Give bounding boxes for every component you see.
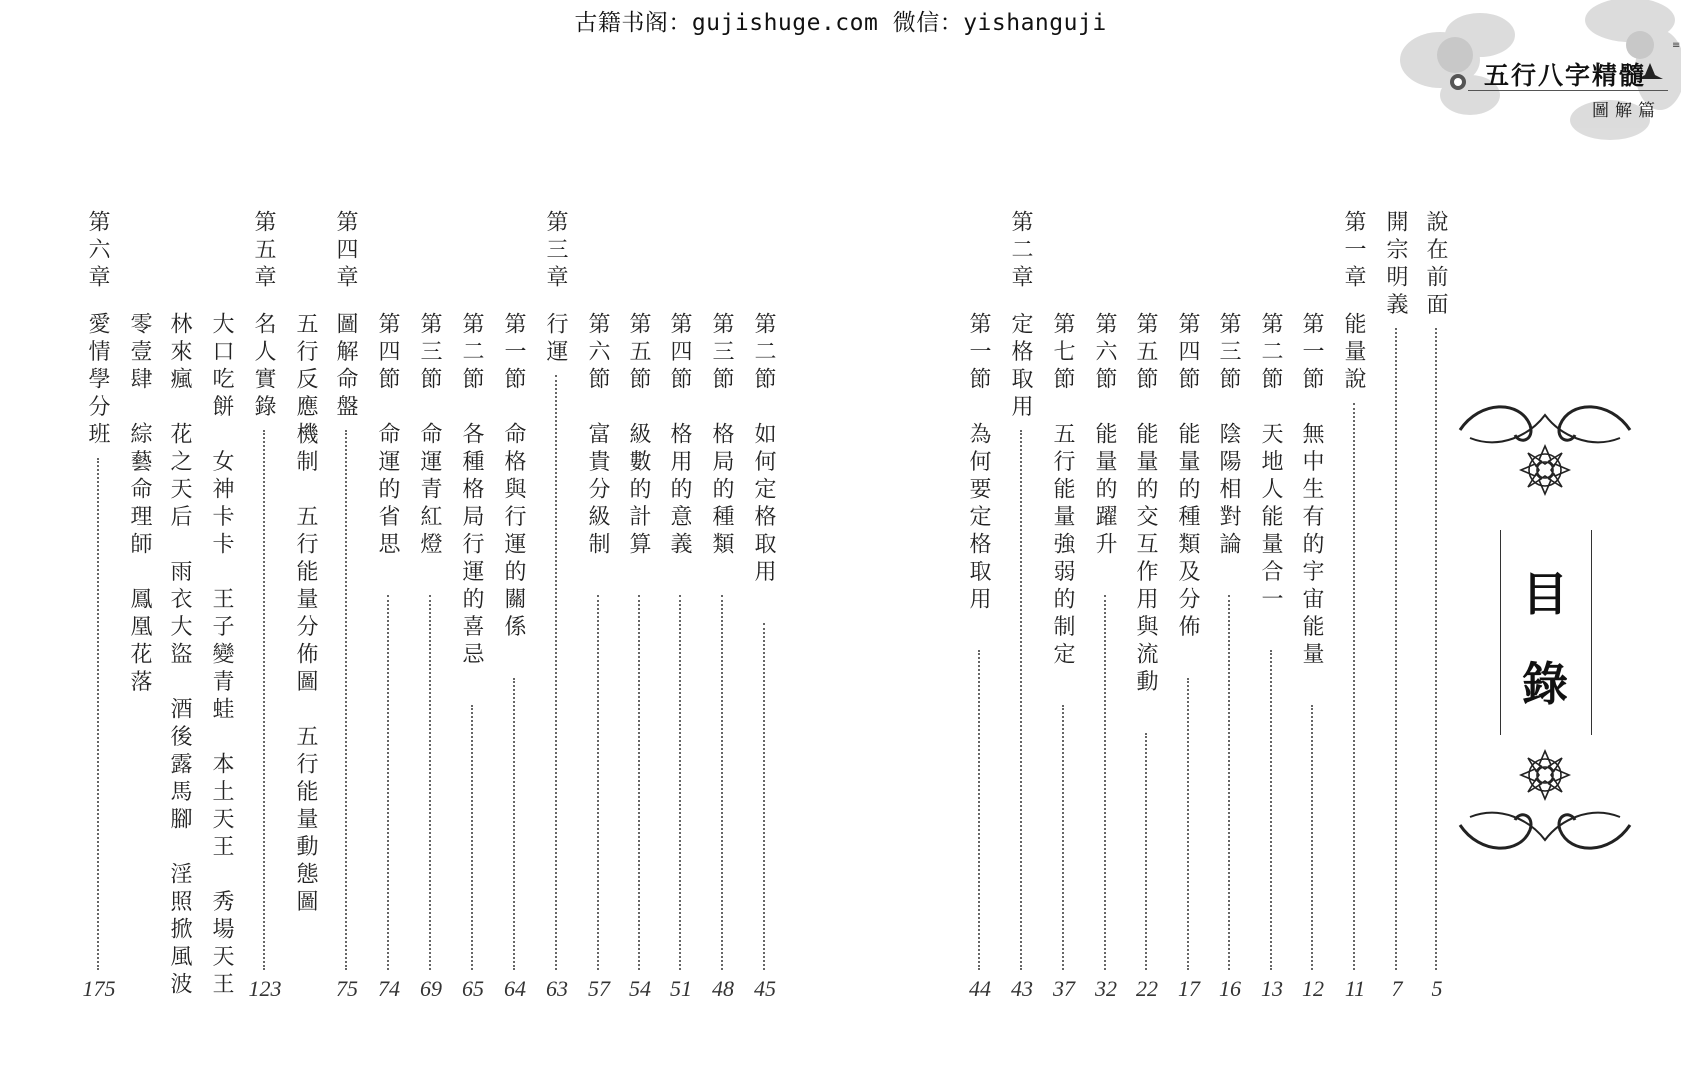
page-number: 11	[1344, 976, 1366, 1001]
entry-title: 名人實錄	[251, 312, 276, 422]
entry-title: 第一節 為何要定格取用	[966, 312, 991, 615]
dot-leader	[513, 678, 515, 971]
dot-leader	[978, 650, 980, 970]
book-subtitle: 圖解篇	[1592, 101, 1661, 121]
chapter-label: 第三章	[543, 210, 568, 293]
chapter-label: 第六章	[85, 210, 110, 293]
dot-leader	[1104, 595, 1106, 970]
dot-leader	[97, 458, 99, 971]
page-number: 7	[1391, 976, 1403, 1001]
watermark-text: 古籍书阁：gujishuge.com 微信：yishanguji	[574, 10, 1107, 36]
heading-left-rule	[1500, 530, 1501, 735]
entry-title: 行運	[543, 312, 568, 367]
toc-entry	[1338, 0, 1372, 1084]
toc-entry	[1380, 0, 1414, 1084]
toc-entry	[706, 0, 740, 1084]
toc-entry	[1089, 0, 1123, 1084]
entry-title: 能量說	[1341, 312, 1366, 395]
entry-title: 第六節 富貴分級制	[585, 312, 610, 560]
entry-title: 第三節 陰陽相對論	[1216, 312, 1241, 560]
toc-entry	[1047, 0, 1081, 1084]
dot-leader	[1145, 733, 1147, 971]
page-number: 32	[1095, 976, 1117, 1001]
dot-leader	[721, 595, 723, 970]
toc-entry	[330, 0, 364, 1084]
entry-title: 開宗明義	[1383, 210, 1408, 320]
dot-leader	[387, 595, 389, 970]
page-number: 43	[1011, 976, 1033, 1001]
toc-entry	[664, 0, 698, 1084]
dot-leader	[1311, 705, 1313, 970]
page-number: 16	[1219, 976, 1241, 1001]
entry-title: 第三節 命運青紅燈	[417, 312, 442, 560]
toc-entry	[248, 0, 282, 1084]
page-number: 63	[546, 976, 568, 1001]
page-number: 54	[629, 976, 651, 1001]
page-number: 65	[462, 976, 484, 1001]
chapter-label: 第二章	[1008, 210, 1033, 293]
dot-leader	[263, 430, 265, 970]
entry-title: 圖解命盤	[333, 312, 358, 422]
toc-entry	[1130, 0, 1164, 1084]
entry-title: 第五節 級數的計算	[626, 312, 651, 560]
bottom-ornament	[1450, 745, 1640, 865]
page-number: 12	[1302, 976, 1324, 1001]
entry-title: 大口吃餅 女神卡卡 王子變青蛙 本土天王 秀場天王	[209, 312, 234, 1000]
entry-title: 第二節 天地人能量合一	[1258, 312, 1283, 615]
entry-title: 第二節 如何定格取用	[751, 312, 776, 587]
entry-title: 第三節 格局的種類	[709, 312, 734, 560]
book-title: 五行八字精髓	[1484, 61, 1647, 90]
chapter-label: 第一章	[1341, 210, 1366, 293]
toc-entry	[206, 0, 240, 1084]
dot-leader	[763, 623, 765, 971]
toc-entry	[1213, 0, 1247, 1084]
toc-entry	[414, 0, 448, 1084]
dot-leader	[555, 375, 557, 970]
entry-title: 說在前面	[1423, 210, 1448, 320]
toc-entry	[963, 0, 997, 1084]
dot-leader	[638, 595, 640, 970]
toc-entry	[290, 0, 324, 1084]
entry-title: 零壹肆 綜藝命理師 鳳凰花落	[127, 312, 152, 697]
dot-leader	[1353, 403, 1355, 971]
entry-title: 愛情學分班	[85, 312, 110, 450]
page-number: 44	[969, 976, 991, 1001]
toc-entry	[1005, 0, 1039, 1084]
page-number: 37	[1053, 976, 1075, 1001]
toc-entry	[1296, 0, 1330, 1084]
entry-title: 五行反應機制 五行能量分佈圖 五行能量動態圖	[293, 312, 318, 917]
toc-entry	[124, 0, 158, 1084]
dot-leader	[1020, 430, 1022, 970]
dot-leader	[1395, 328, 1397, 970]
entry-title: 定格取用	[1008, 312, 1033, 422]
toc-heading-char-2: 錄	[1522, 657, 1568, 711]
entry-title: 第一節 無中生有的宇宙能量	[1299, 312, 1324, 670]
toc-entry	[456, 0, 490, 1084]
dot-leader	[679, 595, 681, 970]
dot-leader	[1228, 595, 1230, 970]
entry-title: 第四節 格用的意義	[667, 312, 692, 560]
page-number: 51	[670, 976, 692, 1001]
page-number: 69	[420, 976, 442, 1001]
page-number: 75	[336, 976, 358, 1001]
toc-heading-char-1: 目	[1522, 567, 1568, 621]
toc-entry	[748, 0, 782, 1084]
toc-entry	[164, 0, 198, 1084]
dot-leader	[345, 430, 347, 970]
heading-right-rule	[1591, 530, 1592, 735]
page-number: 123	[248, 976, 282, 1001]
page-number: 175	[82, 976, 116, 1001]
entry-title: 第五節 能量的交互作用與流動	[1133, 312, 1158, 697]
page-number: 64	[504, 976, 526, 1001]
page-number: 45	[754, 976, 776, 1001]
page-number: 17	[1178, 976, 1200, 1001]
entry-title: 第六節 能量的躍升	[1092, 312, 1117, 560]
dot-leader	[597, 595, 599, 970]
toc-entry	[582, 0, 616, 1084]
page-number: 48	[712, 976, 734, 1001]
page-number: 13	[1261, 976, 1283, 1001]
entry-title: 第一節 命格與行運的關係	[501, 312, 526, 642]
entry-title: 第四節 能量的種類及分佈	[1175, 312, 1200, 642]
page-number: 74	[378, 976, 400, 1001]
dot-leader	[471, 705, 473, 970]
toc-entry	[1420, 0, 1454, 1084]
toc-entry	[540, 0, 574, 1084]
toc-entry	[623, 0, 657, 1084]
chapter-label: 第四章	[333, 210, 358, 293]
top-ornament	[1450, 390, 1640, 500]
page-number: 5	[1431, 976, 1443, 1001]
dot-leader	[1270, 650, 1272, 970]
entry-title: 第二節 各種格局行運的喜忌	[459, 312, 484, 670]
dot-leader	[1187, 678, 1189, 971]
toc-heading	[1500, 530, 1592, 735]
dot-leader	[1062, 705, 1064, 970]
toc-entry	[1255, 0, 1289, 1084]
dot-leader	[1435, 328, 1437, 970]
toc-entry	[372, 0, 406, 1084]
toc-entry	[82, 0, 116, 1084]
entry-title: 第四節 命運的省思	[375, 312, 400, 560]
chapter-label: 第五章	[251, 210, 276, 293]
page-number: 22	[1136, 976, 1158, 1001]
toc-entry	[498, 0, 532, 1084]
entry-title: 第七節 五行能量強弱的制定	[1050, 312, 1075, 670]
page-number: 57	[588, 976, 610, 1001]
svg-text:≡: ≡	[1672, 40, 1681, 51]
toc-entry	[1172, 0, 1206, 1084]
dot-leader	[429, 595, 431, 970]
entry-title: 林來瘋 花之天后 雨衣大盜 酒後露馬腳 淫照掀風波	[167, 312, 192, 1000]
